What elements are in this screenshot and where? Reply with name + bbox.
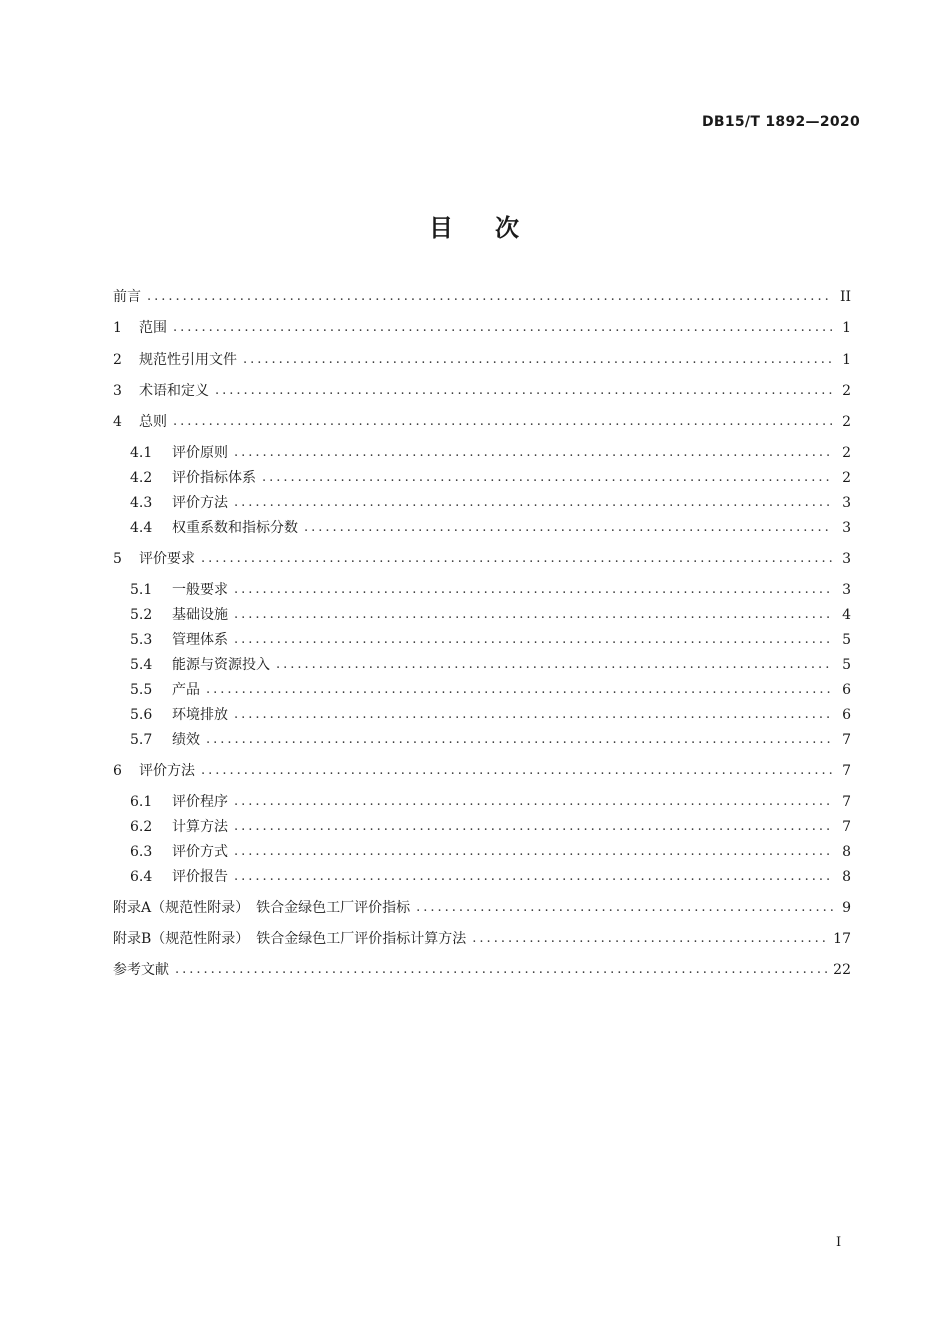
toc-entry-number: 4.3 [130,495,153,511]
toc-entry-label: 产品 [172,682,200,698]
toc-entry-references[interactable] [113,959,851,981]
toc-leader-dots [234,579,833,601]
toc-leader-dots [175,959,827,981]
toc-entry-label: 绩效 [172,732,200,748]
toc-entry-page: 3 [842,551,851,567]
toc-entry-number: 6 [113,763,122,779]
toc-entry-label: 权重系数和指标分数 [172,520,298,536]
toc-leader-dots [234,816,833,838]
toc-entry-page: II [839,289,851,305]
toc-entry-number: 3 [113,383,122,399]
toc-leader-dots [262,467,833,489]
toc-entry-5[interactable] [113,548,851,570]
toc-entry-label: 附录A（规范性附录） 铁合金绿色工厂评价指标 [113,900,411,916]
toc-title-part1: 目 [429,214,455,242]
toc-leader-dots [234,492,833,514]
toc-leader-dots [206,729,833,751]
toc-entry-number: 2 [113,352,122,368]
toc-entry-page: 2 [842,383,851,399]
toc-entry-3[interactable] [113,380,851,402]
toc-entry-label: 前言 [113,289,141,305]
toc-entry-page: 8 [842,844,851,860]
toc-entry-label: 附录B（规范性附录） 铁合金绿色工厂评价指标计算方法 [113,931,467,947]
toc-title-part2: 次 [495,214,521,242]
toc-entry-page: 3 [842,582,851,598]
toc-leader-dots [234,442,833,464]
toc-entry-4-2[interactable] [113,467,851,489]
toc-entry-label: 评价方法 [172,495,228,511]
toc-entry-label: 评价原则 [172,445,228,461]
toc-entry-appendix-b[interactable] [113,928,851,950]
toc-entry-number: 6.4 [130,869,153,885]
toc-entry-number: 1 [113,320,122,336]
toc-leader-dots [206,679,833,701]
toc-entry-6-4[interactable] [113,866,851,888]
toc-entry-page: 6 [842,682,851,698]
toc-entry-page: 1 [842,352,851,368]
toc-leader-dots [472,928,827,950]
toc-entry-5-4[interactable] [113,654,851,676]
toc-entry-6-1[interactable] [113,791,851,813]
toc-entry-5-3[interactable] [113,629,851,651]
toc-leader-dots [234,841,833,863]
toc-entry-foreword[interactable] [113,286,851,308]
toc-leader-dots [201,548,833,570]
toc-entry-page: 2 [842,414,851,430]
toc-entry-5-2[interactable] [113,604,851,626]
toc-entry-number: 5.1 [130,582,153,598]
toc-entry-label: 一般要求 [172,582,228,598]
toc-leader-dots [147,286,833,308]
toc-entry-label: 环境排放 [172,707,228,723]
toc-entry-page: 3 [842,520,851,536]
footer-page-number: I [836,1235,842,1250]
toc-entry-appendix-a[interactable] [113,897,851,919]
toc-entry-number: 5.6 [130,707,153,723]
toc-entry-label: 评价指标体系 [172,470,256,486]
toc-entry-page: 6 [842,707,851,723]
toc-leader-dots [173,411,833,433]
toc-leader-dots [234,791,833,813]
toc-entry-number: 6.2 [130,819,153,835]
toc-entry-number: 5.5 [130,682,153,698]
document-code: DB15/T 1892—2020 [701,114,860,130]
toc-leader-dots [173,317,833,339]
toc-entry-number: 4.1 [130,445,153,461]
toc-entry-page: 7 [842,763,851,779]
toc-entry-page: 7 [842,819,851,835]
toc-entry-6-3[interactable] [113,841,851,863]
toc-entry-number: 5.4 [130,657,153,673]
toc-entry-1[interactable] [113,317,851,339]
table-of-contents [113,0,851,1344]
toc-entry-page: 7 [842,732,851,748]
toc-entry-page: 5 [842,657,851,673]
toc-leader-dots [201,760,833,782]
toc-leader-dots [416,897,833,919]
toc-entry-number: 4.2 [130,470,153,486]
toc-entry-page: 2 [842,445,851,461]
toc-entry-page: 22 [833,962,851,978]
toc-entry-4[interactable] [113,411,851,433]
toc-leader-dots [234,629,833,651]
toc-entry-6-2[interactable] [113,816,851,838]
toc-entry-label: 基础设施 [172,607,228,623]
toc-entry-page: 7 [842,794,851,810]
toc-entry-number: 5 [113,551,122,567]
toc-entry-label: 管理体系 [172,632,228,648]
toc-entry-label: 规范性引用文件 [139,352,237,368]
toc-entry-label: 评价报告 [172,869,228,885]
toc-leader-dots [215,380,833,402]
toc-entry-5-5[interactable] [113,679,851,701]
toc-entry-label: 评价方式 [172,844,228,860]
toc-entry-number: 5.2 [130,607,153,623]
toc-entry-label: 计算方法 [172,819,228,835]
toc-entry-number: 4 [113,414,122,430]
toc-entry-6[interactable] [113,760,851,782]
toc-entry-label: 能源与资源投入 [172,657,270,673]
toc-entry-page: 1 [842,320,851,336]
toc-leader-dots [304,517,833,539]
toc-leader-dots [243,349,833,371]
toc-entry-number: 4.4 [130,520,153,536]
toc-entry-4-3[interactable] [113,492,851,514]
toc-entry-page: 5 [842,632,851,648]
toc-entry-page: 2 [842,470,851,486]
toc-leader-dots [234,704,833,726]
toc-entry-page: 9 [842,900,851,916]
toc-entry-number: 6.1 [130,794,153,810]
toc-entry-5-1[interactable] [113,579,851,601]
toc-entry-4-1[interactable] [113,442,851,464]
toc-entry-number: 6.3 [130,844,153,860]
toc-entry-label: 评价方法 [139,763,195,779]
toc-entry-page: 4 [842,607,851,623]
toc-entry-page: 3 [842,495,851,511]
toc-entry-label: 评价要求 [139,551,195,567]
toc-entry-number: 5.7 [130,732,153,748]
toc-entry-number: 5.3 [130,632,153,648]
toc-entry-label: 参考文献 [113,962,169,978]
toc-entry-label: 总则 [139,414,167,430]
toc-entry-label: 术语和定义 [139,383,209,399]
toc-leader-dots [276,654,833,676]
toc-entry-5-7[interactable] [113,729,851,751]
toc-entry-2[interactable] [113,349,851,371]
toc-entry-page: 17 [833,931,851,947]
toc-entry-4-4[interactable] [113,517,851,539]
toc-entry-5-6[interactable] [113,704,851,726]
toc-entry-page: 8 [842,869,851,885]
toc-entry-label: 范围 [139,320,167,336]
toc-leader-dots [234,604,833,626]
toc-leader-dots [234,866,833,888]
toc-entry-label: 评价程序 [172,794,228,810]
